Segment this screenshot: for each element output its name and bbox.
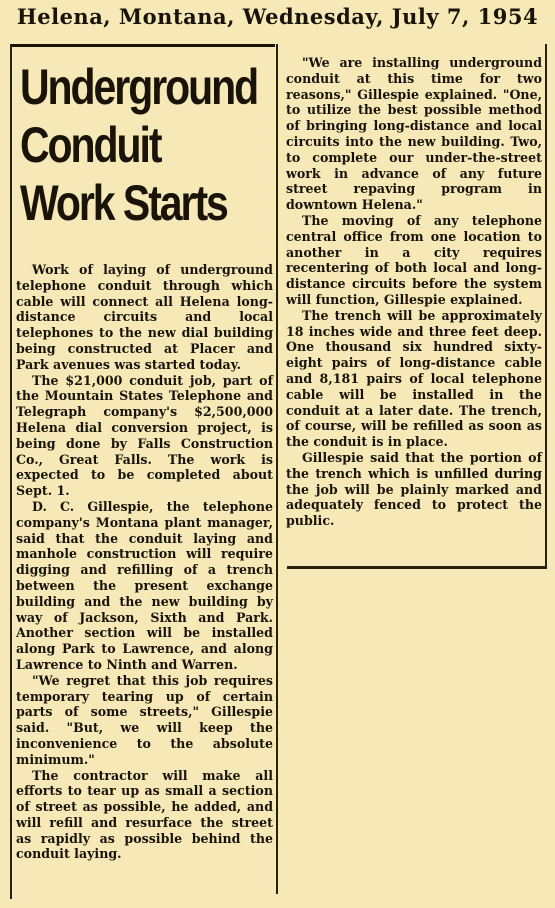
headline-line-1: Underground	[20, 59, 258, 115]
headline	[20, 58, 258, 232]
top-rule	[10, 44, 275, 47]
paragraph: The contractor will make all efforts to tear up as small a section of street as possible, he added, and will refill and resurface the street as rapidly as possible behind the conduit laying.	[16, 767, 273, 862]
headline-line-2: Conduit	[20, 117, 161, 173]
left-article-column	[16, 262, 273, 862]
paragraph: "We are installing underground conduit at this time for two reasons," Gillespie explained. "One, to utilize the best possible method of bringing long-distance and local circuits into the new building. Two, to complete our under-the-street work in advance of any future street repaving program in downtown Helena."	[286, 55, 542, 213]
headline-line-3: Work Starts	[20, 175, 227, 231]
right-article-column	[286, 55, 542, 529]
paragraph: Gillespie said that the portion of the trench which is unfilled during the job will be plainly marked and adequately fenced to protect the public.	[286, 449, 542, 529]
column-separator-rule	[276, 44, 278, 894]
paragraph: "We regret that this job requires temporary tearing up of certain parts of some streets," Gillespie said. "But, we will keep the inconvenience to the absolute minimum."	[16, 672, 273, 767]
right-bottom-rule	[287, 566, 545, 569]
right-border-rule	[545, 44, 547, 569]
paragraph: Work of laying of underground telephone conduit through which cable will connect all Helena long-distance circuits and local telephones to the new dial building being constructed at Placer and Park avenues was started today.	[16, 262, 273, 372]
paragraph: The trench will be approximately 18 inches wide and three feet deep. One thousand six hundred sixty-eight pairs of long-distance cable and 8,181 pairs of local telephone cable will be installed in the conduit at a later date. The trench, of course, will be refilled as soon as the conduit is in place.	[286, 307, 542, 450]
left-border-rule	[10, 44, 12, 899]
paragraph: D. C. Gillespie, the telephone company's Montana plant manager, said that the conduit laying and manhole construction will require digging and refilling of a trench between the present exchange building and the new building by way of Jackson, Sixth and Park. Another section will be installed along Park to Lawrence, and along Lawrence to Ninth and Warren.	[16, 498, 273, 672]
dateline: Helena, Montana, Wednesday, July 7, 1954	[16, 4, 539, 29]
paragraph: The $21,000 conduit job, part of the Mountain States Telephone and Telegraph company's $2,500,000 Helena dial conversion project, is being done by Falls Construction Co., Great Falls. The work is expected to be completed about Sept. 1.	[16, 372, 273, 499]
paragraph: The moving of any telephone central office from one location to another in a city requires recentering of both local and long-distance circuits before the system will function, Gillespie explained.	[286, 212, 542, 307]
